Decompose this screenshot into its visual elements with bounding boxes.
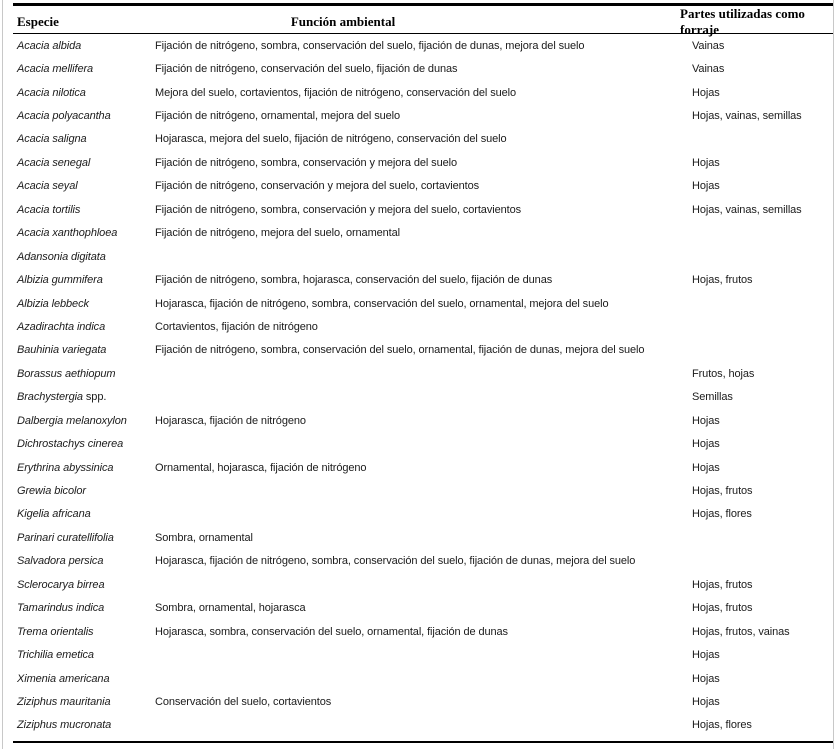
- partes-forraje-value: Hojas: [692, 649, 720, 662]
- table-row: [13, 409, 833, 432]
- partes-forraje-value: Hojas: [692, 695, 720, 708]
- partes-forraje-value: Hojas: [692, 438, 720, 451]
- species-name: Dichrostachys cinerea: [17, 438, 124, 451]
- species-name: Ziziphus mucronata: [17, 719, 112, 732]
- partes-forraje-value: Hojas, frutos, vainas: [692, 625, 790, 638]
- species-name: Acacia nilotica: [17, 86, 86, 99]
- species-name: Ziziphus mauritania: [17, 695, 111, 708]
- species-name: Ximenia americana: [17, 672, 110, 685]
- species-name: Trema orientalis: [17, 625, 94, 638]
- partes-forraje-value: Hojas: [692, 672, 720, 685]
- species-name: Acacia polyacantha: [17, 110, 111, 123]
- partes-forraje-value: Hojas: [692, 86, 720, 99]
- species-name: Acacia seyal: [17, 180, 78, 193]
- table-row: [13, 151, 833, 174]
- funcion-ambiental-value: Fijación de nitrógeno, conservación del suelo, fijación de dunas: [155, 63, 458, 76]
- species-name: Acacia tortilis: [17, 203, 81, 216]
- funcion-ambiental-value: Hojarasca, sombra, conservación del suelo, ornamental, fijación de dunas: [155, 625, 508, 638]
- table-row: [13, 81, 833, 104]
- species-name: Trichilia emetica: [17, 649, 94, 662]
- funcion-ambiental-value: Cortavientos, fijación de nitrógeno: [155, 320, 318, 333]
- species-name: Salvadora persica: [17, 555, 104, 568]
- species-name: Parinari curatellifolia: [17, 531, 114, 544]
- funcion-ambiental-value: Sombra, ornamental, hojarasca: [155, 602, 306, 615]
- funcion-ambiental-value: Fijación de nitrógeno, sombra, hojarasca, conservación del suelo, fijación de dunas: [155, 274, 553, 287]
- table-row: [13, 620, 833, 643]
- partes-forraje-value: Frutos, hojas: [692, 367, 755, 380]
- funcion-ambiental-value: Sombra, ornamental: [155, 531, 253, 544]
- partes-forraje-value: Hojas: [692, 414, 720, 427]
- table-header-row: [13, 6, 833, 37]
- partes-forraje-value: Hojas, frutos: [692, 602, 753, 615]
- species-name: Sclerocarya birrea: [17, 578, 105, 591]
- funcion-ambiental-value: Fijación de nitrógeno, sombra, conservación del suelo, fijación de dunas, mejora del suelo: [155, 39, 585, 52]
- partes-forraje-value: Vainas: [692, 39, 725, 52]
- table-row: [13, 175, 833, 198]
- species-name: Grewia bicolor: [17, 485, 86, 498]
- table-row: [13, 432, 833, 455]
- species-name: Acacia mellifera: [17, 63, 94, 76]
- table-row: [13, 456, 833, 479]
- column-header-partes-forraje: Partes utilizadas como forraje: [680, 6, 805, 37]
- table-row: [13, 714, 833, 737]
- column-header-funcion-ambiental-label: Función ambiental: [290, 14, 396, 29]
- species-name: Acacia saligna: [17, 133, 87, 146]
- table-row: [13, 362, 833, 385]
- partes-forraje-value: Vainas: [692, 63, 725, 76]
- table-row: [13, 292, 833, 315]
- partes-forraje-value: Semillas: [692, 391, 733, 404]
- species-name: Adansonia digitata: [17, 250, 106, 263]
- table-row: [13, 315, 833, 338]
- table-body: [13, 34, 833, 743]
- table-row: [13, 104, 833, 127]
- table-row: [13, 479, 833, 502]
- funcion-ambiental-value: Hojarasca, fijación de nitrógeno, sombra, conservación del suelo, ornamental, mejora del suelo: [155, 297, 609, 310]
- species-name: Bauhinia variegata: [17, 344, 107, 357]
- partes-forraje-value: Hojas, flores: [692, 508, 752, 521]
- page-edge-line-right: [833, 0, 834, 749]
- page-edge-line-left: [2, 0, 3, 749]
- species-name: Acacia senegal: [17, 156, 91, 169]
- partes-forraje-value: Hojas, frutos: [692, 274, 753, 287]
- forage-species-table: [13, 3, 833, 743]
- table-row: [13, 198, 833, 221]
- partes-forraje-value: Hojas: [692, 156, 720, 169]
- table-row: [13, 643, 833, 666]
- species-name: Kigelia africana: [17, 508, 91, 521]
- funcion-ambiental-value: Fijación de nitrógeno, mejora del suelo, ornamental: [155, 227, 400, 240]
- species-name: Borassus aethiopum: [17, 367, 116, 380]
- species-name: Erythrina abyssinica: [17, 461, 114, 474]
- funcion-ambiental-value: Mejora del suelo, cortavientos, fijación de nitrógeno, conservación del suelo: [155, 86, 517, 99]
- funcion-ambiental-value: Fijación de nitrógeno, ornamental, mejora del suelo: [155, 110, 400, 123]
- species-name: Acacia xanthophloea: [17, 227, 118, 240]
- table-row: [13, 526, 833, 549]
- partes-forraje-value: Hojas, vainas, semillas: [692, 110, 802, 123]
- table-row: [13, 597, 833, 620]
- partes-forraje-value: Hojas, vainas, semillas: [692, 203, 802, 216]
- table-row: [13, 550, 833, 573]
- table-row: [13, 245, 833, 268]
- species-name: Acacia albida: [17, 39, 82, 52]
- table-row: [13, 667, 833, 690]
- table-row: [13, 503, 833, 526]
- table-row: [13, 690, 833, 713]
- table-row: [13, 386, 833, 409]
- partes-forraje-value: Hojas, flores: [692, 719, 752, 732]
- column-header-funcion-ambiental: [155, 14, 680, 30]
- funcion-ambiental-value: Fijación de nitrógeno, sombra, conservación y mejora del suelo: [155, 156, 457, 169]
- partes-forraje-value: Hojas, frutos: [692, 578, 753, 591]
- table-row: [13, 268, 833, 291]
- species-name: Tamarindus indica: [17, 602, 105, 615]
- funcion-ambiental-value: Fijación de nitrógeno, sombra, conservación y mejora del suelo, cortavientos: [155, 203, 521, 216]
- species-name: Albizia lebbeck: [17, 297, 89, 310]
- funcion-ambiental-value: Ornamental, hojarasca, fijación de nitrógeno: [155, 461, 367, 474]
- species-name: Albizia gummifera: [17, 274, 103, 287]
- funcion-ambiental-value: Hojarasca, fijación de nitrógeno, sombra, conservación del suelo, fijación de dunas, mejora del suelo: [155, 555, 636, 568]
- species-name: Azadirachta indica: [17, 320, 106, 333]
- table-row: [13, 573, 833, 596]
- table-row: [13, 339, 833, 362]
- funcion-ambiental-value: Conservación del suelo, cortavientos: [155, 695, 332, 708]
- funcion-ambiental-value: Fijación de nitrógeno, sombra, conservación del suelo, ornamental, fijación de dunas, mejora del suelo: [155, 344, 645, 357]
- funcion-ambiental-value: Fijación de nitrógeno, conservación y mejora del suelo, cortavientos: [155, 180, 479, 193]
- species-name: Dalbergia melanoxylon: [17, 414, 127, 427]
- partes-forraje-value: Hojas, frutos: [692, 485, 753, 498]
- partes-forraje-value: Hojas: [692, 180, 720, 193]
- table-row: [13, 222, 833, 245]
- species-name: Brachystergia spp.: [17, 391, 107, 404]
- table-row: [13, 128, 833, 151]
- column-header-especie: Especie: [17, 14, 59, 29]
- partes-forraje-value: Hojas: [692, 461, 720, 474]
- funcion-ambiental-value: Hojarasca, fijación de nitrógeno: [155, 414, 306, 427]
- funcion-ambiental-value: Hojarasca, mejora del suelo, fijación de nitrógeno, conservación del suelo: [155, 133, 507, 146]
- table-row: [13, 57, 833, 80]
